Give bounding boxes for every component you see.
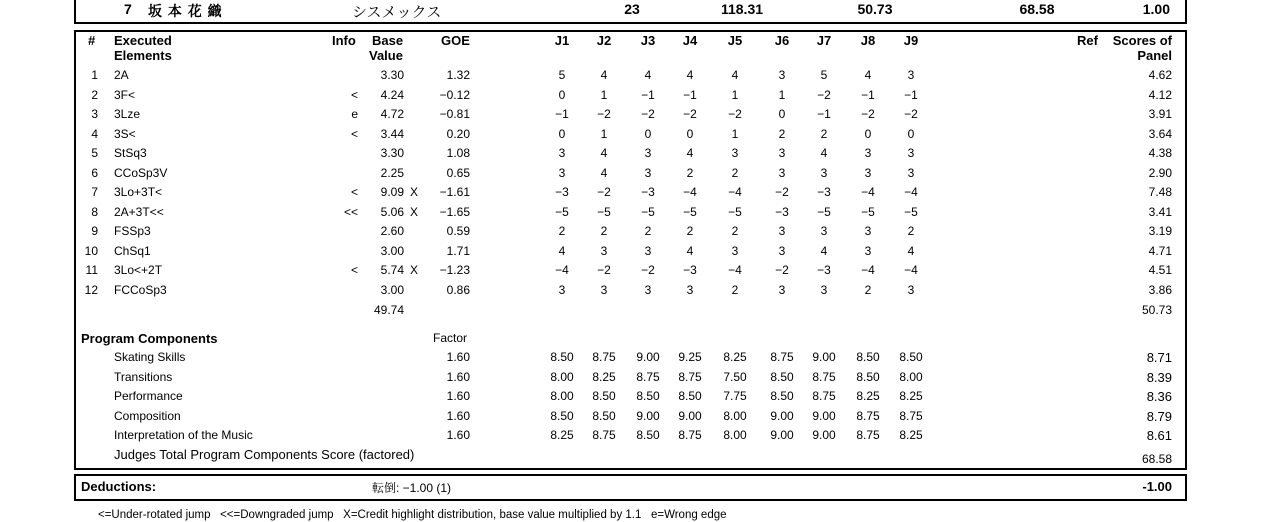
header-judge: J6 (774, 33, 790, 48)
element-goe: 1.71 (446, 243, 470, 258)
element-name: ChSq1 (114, 243, 151, 258)
header-judge: J9 (903, 33, 919, 48)
element-info: < (350, 185, 358, 199)
judge-mark: −2 (641, 263, 655, 277)
judge-mark: −4 (683, 185, 697, 199)
judge-mark: −2 (861, 107, 875, 121)
judge-mark: 4 (820, 243, 828, 258)
element-base-value: 3.00 (380, 243, 404, 258)
judge-mark: −3 (555, 185, 569, 199)
header-judge: J4 (682, 33, 698, 48)
component-factor: 1.60 (446, 369, 470, 384)
judge-component-mark: 9.00 (812, 428, 836, 442)
judge-mark: −5 (904, 204, 918, 219)
judge-component-mark: 9.00 (636, 408, 660, 423)
judge-component-mark: 9.00 (770, 428, 794, 442)
element-base-value: 4.24 (380, 87, 404, 102)
judge-component-mark: 9.00 (636, 350, 660, 364)
judge-mark: 3 (558, 165, 566, 180)
judge-mark: −3 (817, 263, 831, 277)
header-scores-of: Scores of (1112, 33, 1172, 48)
judge-mark: 4 (644, 68, 652, 82)
pc-total-label: Judges Total Program Components Score (factored) (114, 447, 415, 462)
judge-mark: 4 (907, 243, 915, 258)
judge-component-mark: 8.25 (899, 428, 923, 442)
judge-mark: 0 (864, 126, 872, 141)
judge-mark: 0 (558, 126, 566, 141)
judge-component-mark: 8.50 (856, 350, 880, 364)
judge-mark: 3 (778, 282, 786, 297)
element-goe: −1.23 (439, 263, 470, 277)
element-score: 4.38 (1148, 146, 1172, 160)
judge-mark: 3 (778, 68, 786, 82)
judge-mark: 0 (558, 87, 566, 102)
judge-mark: 3 (864, 243, 872, 258)
component-name: Composition (114, 408, 181, 423)
judge-mark: 0 (907, 126, 915, 141)
judge-mark: 3 (778, 146, 786, 160)
element-number: 10 (84, 243, 98, 258)
element-name: StSq3 (114, 146, 147, 160)
judge-mark: 5 (558, 68, 566, 82)
element-name: CCoSp3V (114, 165, 168, 180)
component-score: 8.36 (1146, 389, 1172, 404)
judge-mark: 4 (686, 68, 694, 82)
component-score: 8.39 (1146, 369, 1172, 385)
judge-component-mark: 9.25 (678, 350, 702, 364)
header-judge: J1 (554, 33, 570, 48)
component-factor: 1.60 (446, 389, 470, 403)
judge-component-mark: 8.50 (899, 350, 923, 364)
skater-club: シスメックス (352, 4, 442, 21)
judge-mark: 3 (644, 165, 652, 180)
header-goe: GOE (441, 33, 470, 48)
element-name: 3Lo<+2T (114, 263, 163, 277)
judge-mark: 3 (820, 282, 828, 297)
judge-mark: 4 (731, 68, 739, 82)
judge-component-mark: 8.25 (723, 350, 747, 364)
judge-component-mark: 8.75 (678, 428, 702, 442)
deductions-total: -1.00 (1142, 479, 1172, 494)
legend: <=Under-rotated jump <<=Downgraded jump X=Credit highlight distribution, base value multiplied by 1.1 e=Wrong edge (98, 509, 727, 521)
element-goe: −1.65 (439, 204, 470, 219)
judge-mark: 1 (731, 126, 739, 141)
element-base-value: 3.44 (380, 126, 404, 141)
judge-component-mark: 8.00 (723, 408, 747, 423)
judge-mark: 3 (820, 224, 828, 238)
element-number: 2 (91, 87, 98, 102)
judge-mark: 2 (600, 224, 608, 238)
judge-mark: 3 (600, 282, 608, 297)
judge-mark: 2 (731, 224, 739, 238)
skater-name: 坂 本 花 織 (148, 3, 223, 19)
judge-mark: 2 (778, 126, 786, 141)
factor-label: Factor (433, 331, 468, 345)
header-value: Value (369, 48, 403, 63)
judge-component-mark: 8.50 (550, 408, 574, 423)
element-number: 1 (91, 68, 98, 82)
judge-mark: −2 (597, 185, 611, 199)
judge-mark: 3 (778, 165, 786, 180)
judge-mark: 4 (600, 165, 608, 180)
element-goe: −0.81 (439, 107, 470, 121)
judge-mark: 2 (864, 282, 872, 297)
judge-mark: −3 (683, 263, 697, 277)
element-number: 9 (91, 224, 98, 238)
judge-mark: 4 (600, 68, 608, 82)
element-score: 7.48 (1148, 185, 1172, 199)
element-credit-mark: X (410, 263, 419, 277)
element-base-value: 2.60 (380, 224, 404, 238)
element-info: < (350, 263, 358, 277)
judge-component-mark: 8.75 (812, 389, 836, 403)
judge-component-mark: 9.00 (770, 408, 794, 423)
element-name: 3F< (114, 87, 136, 102)
judge-component-mark: 8.50 (770, 389, 794, 403)
component-name: Performance (114, 389, 183, 403)
judge-mark: 4 (686, 243, 694, 258)
judge-mark: 3 (820, 165, 828, 180)
judge-mark: −2 (597, 107, 611, 121)
component-score: 8.61 (1146, 428, 1172, 443)
judge-mark: 3 (644, 146, 652, 160)
judge-mark: 2 (820, 126, 828, 141)
element-number: 5 (91, 146, 98, 160)
element-base-value: 3.30 (380, 68, 404, 82)
element-base-value: 9.09 (380, 185, 404, 199)
element-number: 4 (91, 126, 98, 141)
judge-mark: 2 (731, 282, 739, 297)
component-score: 8.79 (1146, 408, 1172, 424)
judge-mark: −4 (904, 185, 918, 199)
judge-component-mark: 8.50 (678, 389, 702, 403)
element-credit-mark: X (410, 185, 419, 199)
judge-component-mark: 8.50 (592, 408, 616, 423)
element-name: 2A (114, 68, 129, 82)
base-value-total: 49.74 (373, 303, 404, 317)
judge-mark: −5 (817, 204, 831, 219)
judge-mark: 4 (686, 146, 694, 160)
header-judge: J2 (596, 33, 612, 48)
judge-mark: 3 (644, 282, 652, 297)
judge-component-mark: 8.50 (636, 389, 660, 403)
judge-mark: −5 (597, 204, 611, 219)
judge-mark: 3 (686, 282, 694, 297)
element-info: << (343, 204, 358, 219)
judge-component-mark: 8.25 (899, 389, 923, 403)
judge-mark: 0 (686, 126, 694, 141)
judge-mark: −1 (641, 87, 655, 102)
element-goe: 0.59 (446, 224, 470, 238)
element-goe: 0.65 (446, 165, 470, 180)
header-executed: Executed (114, 33, 172, 48)
judge-mark: −1 (861, 87, 875, 102)
judge-mark: 0 (778, 107, 786, 121)
judge-mark: 5 (820, 68, 828, 82)
element-goe: 0.86 (446, 282, 470, 297)
element-score: 3.19 (1148, 224, 1172, 238)
element-name: 3Lo+3T< (114, 185, 163, 199)
judge-mark: 3 (558, 282, 566, 297)
judge-component-mark: 8.50 (636, 428, 660, 442)
judge-mark: 3 (864, 165, 872, 180)
judge-mark: −5 (728, 204, 742, 219)
judge-component-mark: 8.75 (636, 369, 660, 384)
judge-component-mark: 8.50 (770, 369, 794, 384)
judge-mark: 3 (907, 146, 915, 160)
element-base-value: 5.74 (380, 263, 404, 277)
header-ref: Ref (1077, 33, 1098, 48)
judge-mark: −4 (904, 263, 918, 277)
judge-component-mark: 8.25 (550, 428, 574, 442)
element-goe: 0.20 (446, 126, 470, 141)
judge-mark: 1 (731, 87, 739, 102)
program-components-title: Program Components (81, 331, 218, 346)
header-judge: J3 (640, 33, 656, 48)
judge-mark: 0 (644, 126, 652, 141)
judge-component-mark: 8.50 (592, 389, 616, 403)
judge-mark: 3 (644, 243, 652, 258)
judge-mark: 3 (600, 243, 608, 258)
judge-mark: −3 (817, 185, 831, 199)
total-segment-score: 118.31 (720, 1, 764, 17)
element-score: 3.41 (1148, 204, 1172, 219)
judge-mark: −4 (728, 263, 742, 277)
judge-mark: 2 (686, 224, 694, 238)
judge-mark: 2 (644, 224, 652, 238)
judge-component-mark: 8.75 (592, 428, 616, 442)
element-goe: 1.32 (446, 68, 470, 82)
judge-mark: −2 (597, 263, 611, 277)
judge-mark: −2 (683, 107, 697, 121)
judge-mark: 3 (907, 68, 915, 82)
judge-mark: −2 (728, 107, 742, 121)
element-base-value: 5.06 (380, 204, 404, 219)
element-score: 3.86 (1148, 282, 1172, 297)
element-name: 3S< (114, 126, 136, 141)
deductions-box (74, 474, 1187, 501)
judge-mark: 3 (731, 243, 739, 258)
judge-mark: −5 (555, 204, 569, 219)
header-panel: Panel (1137, 48, 1172, 63)
element-number: 6 (91, 165, 98, 180)
tes-total: 50.73 (1141, 303, 1172, 317)
element-goe: −1.61 (439, 185, 470, 199)
judge-mark: −5 (641, 204, 655, 219)
judge-mark: −5 (861, 204, 875, 219)
judge-component-mark: 8.00 (550, 369, 574, 384)
judge-mark: −5 (683, 204, 697, 219)
skater-rank: 7 (124, 1, 132, 17)
element-number: 11 (85, 263, 98, 277)
element-score: 4.71 (1148, 243, 1172, 258)
header-elements: Elements (114, 48, 172, 63)
judge-mark: 1 (600, 87, 608, 102)
element-score: 3.64 (1148, 126, 1172, 141)
element-base-value: 4.72 (380, 107, 404, 121)
judge-component-mark: 8.00 (550, 389, 574, 403)
component-name: Skating Skills (114, 350, 186, 364)
judge-mark: 3 (907, 282, 915, 297)
judge-mark: 1 (600, 126, 608, 141)
element-number: 12 (84, 282, 98, 297)
judge-component-mark: 8.75 (770, 350, 794, 364)
element-info: < (350, 87, 358, 102)
judge-mark: −1 (817, 107, 831, 121)
judge-component-mark: 8.75 (592, 350, 616, 364)
judge-component-mark: 9.00 (812, 408, 836, 423)
judge-component-mark: 8.75 (812, 369, 836, 384)
pc-total: 68.58 (1141, 452, 1172, 466)
header-judge: J5 (727, 33, 743, 48)
element-credit-mark: X (410, 204, 419, 219)
judge-mark: −4 (861, 263, 875, 277)
element-score: 2.90 (1148, 165, 1172, 180)
element-name: 3Lze (114, 107, 141, 121)
start-number: 23 (624, 1, 640, 17)
element-score: 4.51 (1148, 263, 1172, 277)
component-score: 8.71 (1146, 350, 1172, 365)
judge-mark: −3 (775, 204, 789, 219)
element-goe: −0.12 (439, 87, 470, 102)
element-number: 8 (91, 204, 98, 219)
element-name: 2A+3T<< (114, 204, 164, 219)
component-name: Interpretation of the Music (114, 428, 253, 442)
deductions-label: Deductions: (81, 479, 157, 494)
judge-mark: 4 (820, 146, 828, 160)
judge-mark: −2 (775, 185, 789, 199)
element-base-value: 2.25 (380, 165, 404, 180)
judge-component-mark: 8.75 (899, 408, 923, 423)
judge-component-mark: 8.50 (856, 369, 880, 384)
judge-mark: −3 (641, 185, 655, 199)
element-score: 3.91 (1148, 107, 1172, 121)
judge-component-mark: 8.75 (856, 428, 880, 442)
judge-mark: 3 (731, 146, 739, 160)
judge-mark: −2 (641, 107, 655, 121)
judge-mark: 2 (907, 224, 915, 238)
judge-component-mark: 8.00 (723, 428, 747, 442)
judge-component-mark: 7.50 (723, 369, 747, 384)
judge-mark: 4 (864, 68, 872, 82)
element-goe: 1.08 (446, 146, 470, 160)
header-base: Base (372, 33, 404, 48)
component-factor: 1.60 (446, 350, 470, 364)
header-judge: J7 (816, 33, 832, 48)
header-info: Info (332, 33, 356, 48)
judge-mark: 3 (864, 146, 872, 160)
total-deductions: 1.00 (1142, 1, 1170, 17)
judge-mark: −4 (728, 185, 742, 199)
judge-component-mark: 8.25 (592, 369, 616, 384)
header-judge: J8 (860, 33, 876, 48)
total-element-score: 50.73 (857, 1, 893, 17)
judge-mark: 4 (600, 146, 608, 160)
element-info: e (351, 107, 358, 121)
judge-mark: 3 (558, 146, 566, 160)
component-name: Transitions (114, 369, 173, 384)
judge-mark: −1 (683, 87, 697, 102)
judge-mark: 3 (778, 243, 786, 258)
judge-component-mark: 7.75 (723, 389, 747, 403)
judge-mark: 3 (864, 224, 872, 238)
judge-mark: 2 (731, 165, 739, 180)
element-base-value: 3.00 (380, 282, 404, 297)
judge-component-mark: 8.75 (856, 408, 880, 423)
total-program-component-score: 68.58 (1019, 1, 1055, 17)
judge-mark: −4 (555, 263, 569, 277)
header-number: # (88, 33, 96, 48)
element-score: 4.12 (1148, 87, 1172, 102)
judge-mark: 3 (778, 224, 786, 238)
element-name: FCCoSp3 (114, 282, 167, 297)
judge-mark: 4 (558, 243, 566, 258)
judge-mark: 3 (907, 165, 915, 180)
judge-mark: −2 (904, 107, 918, 121)
judge-component-mark: 9.00 (812, 350, 836, 364)
element-base-value: 3.30 (380, 146, 404, 160)
judge-mark: −2 (775, 263, 789, 277)
component-factor: 1.60 (446, 428, 470, 442)
judge-mark: 2 (558, 224, 566, 238)
judge-mark: −1 (555, 107, 569, 121)
element-number: 7 (91, 185, 98, 199)
judge-component-mark: 8.00 (899, 369, 923, 384)
element-number: 3 (91, 107, 98, 121)
deductions-detail: 転倒: −1.00 (1) (372, 481, 452, 495)
element-name: FSSp3 (114, 224, 151, 238)
judge-component-mark: 8.75 (678, 369, 702, 384)
judge-mark: 2 (686, 165, 694, 180)
judge-mark: −4 (861, 185, 875, 199)
judge-component-mark: 8.50 (550, 350, 574, 364)
element-score: 4.62 (1148, 68, 1172, 82)
judge-component-mark: 8.25 (856, 389, 880, 403)
element-info: < (350, 126, 358, 141)
judge-mark: 1 (778, 87, 786, 102)
judge-component-mark: 9.00 (678, 408, 702, 423)
component-factor: 1.60 (446, 408, 470, 423)
judge-mark: −1 (904, 87, 918, 102)
judge-mark: −2 (817, 87, 831, 102)
